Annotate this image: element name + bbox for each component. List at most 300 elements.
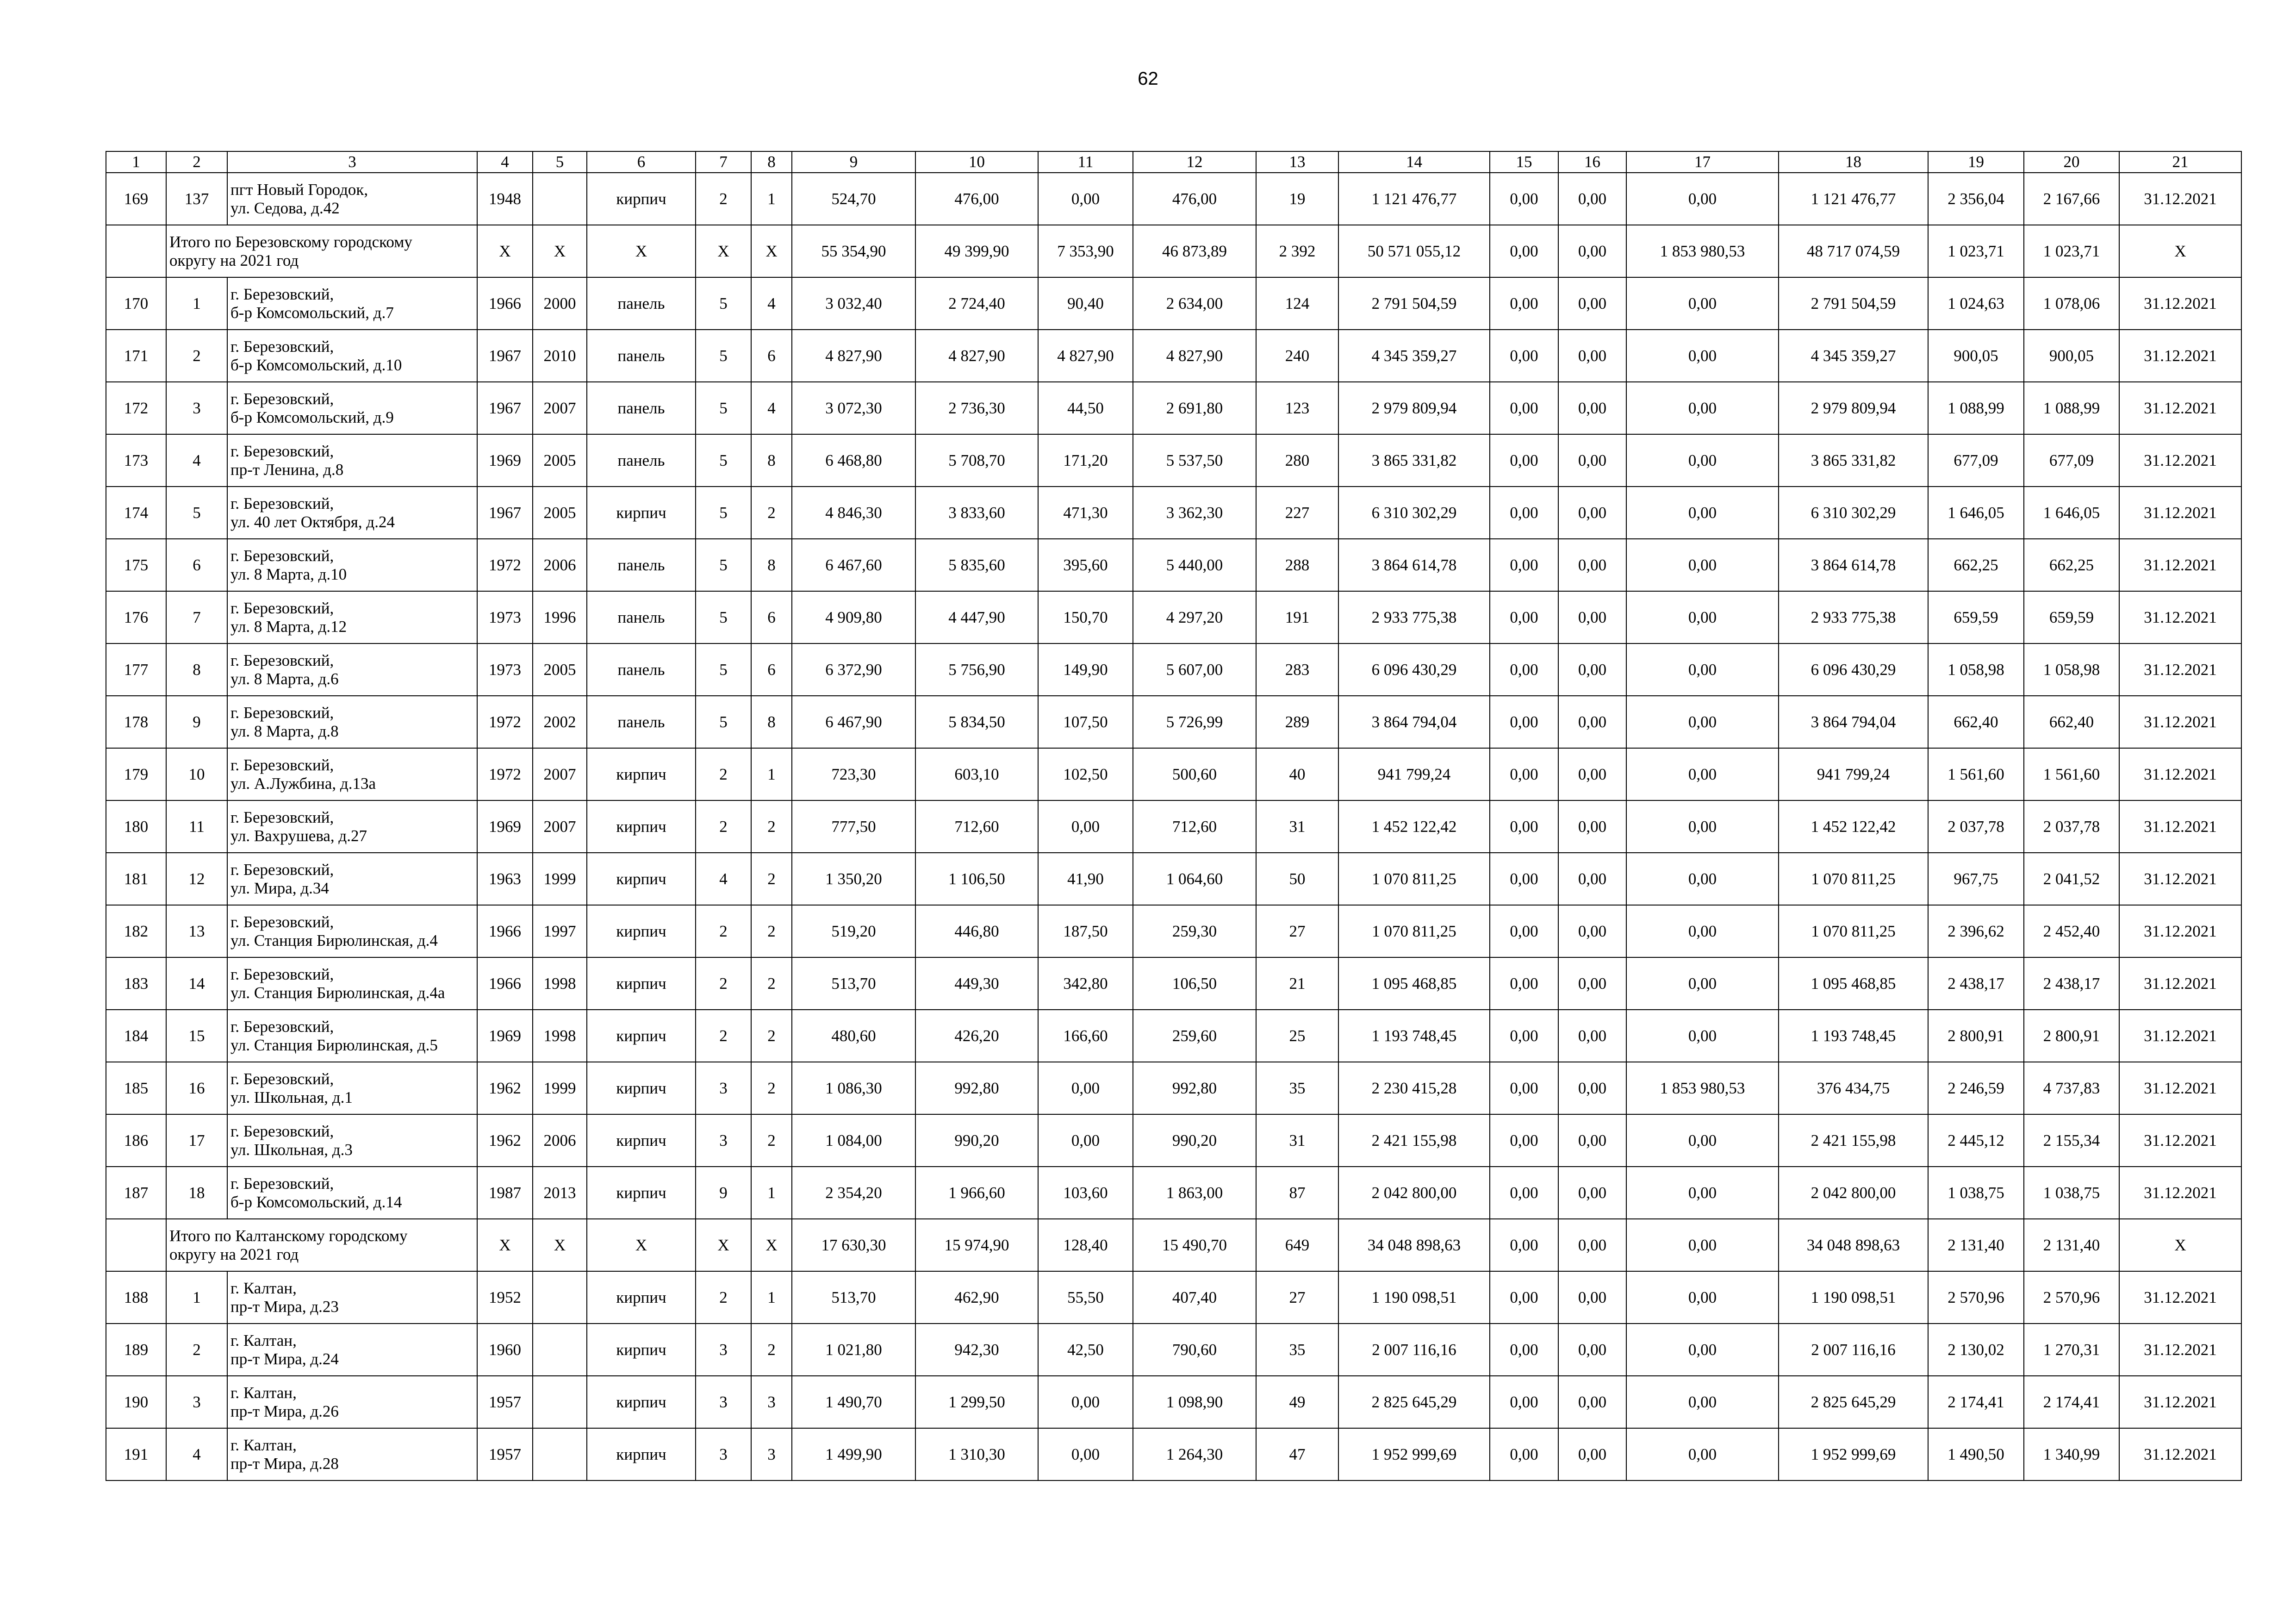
owners-funds-cell: 3 865 331,82	[1779, 434, 1928, 487]
total-cost-cell: 2 979 809,94	[1338, 382, 1490, 434]
row-number-cell: 169	[106, 173, 166, 225]
deadline-cell: Х	[2119, 225, 2241, 277]
regional-funds-cell: 0,00	[1558, 696, 1626, 748]
address-street: ул. Станция Бирюлинская, д.4а	[230, 983, 445, 1002]
local-budget-cell: 1 853 980,53	[1626, 225, 1779, 277]
local-number-cell: 18	[166, 1167, 227, 1219]
residents-cell: 227	[1256, 487, 1338, 539]
column-header: 20	[2024, 151, 2119, 173]
entrances-cell: 8	[751, 434, 792, 487]
owners-funds-cell: 1 095 468,85	[1779, 957, 1928, 1010]
municipal-area-cell: 42,50	[1038, 1324, 1133, 1376]
total-area-cell: 4 909,80	[792, 591, 915, 643]
residential-area-cell: 4 827,90	[915, 330, 1038, 382]
federal-funds-cell: 0,00	[1490, 1428, 1558, 1480]
build-year-cell: 1957	[477, 1428, 533, 1480]
local-budget-cell: 0,00	[1626, 905, 1779, 957]
table-row	[106, 1167, 2241, 1219]
address-locality: г. Березовский,	[230, 389, 334, 408]
unit-cost-cell: 1 646,05	[1928, 487, 2024, 539]
column-header: 7	[696, 151, 751, 173]
renovation-year-cell: 2006	[533, 539, 587, 591]
municipal-area-cell: 0,00	[1038, 1428, 1133, 1480]
residents-cell: 31	[1256, 800, 1338, 853]
residential-area-cell: 1 310,30	[915, 1428, 1038, 1480]
regional-funds-cell: 0,00	[1558, 800, 1626, 853]
address-cell	[227, 643, 477, 696]
regional-funds-cell: 0,00	[1558, 853, 1626, 905]
address-cell	[227, 1062, 477, 1114]
address-cell	[227, 173, 477, 225]
column-header: 5	[533, 151, 587, 173]
total-area-cell: 480,60	[792, 1010, 915, 1062]
total-cost-cell: 1 095 468,85	[1338, 957, 1490, 1010]
private-area-cell: 259,30	[1133, 905, 1256, 957]
regional-funds-cell: 0,00	[1558, 434, 1626, 487]
owners-funds-cell: 376 434,75	[1779, 1062, 1928, 1114]
total-cost-cell: 941 799,24	[1338, 748, 1490, 800]
row-number-cell: 189	[106, 1324, 166, 1376]
owners-funds-cell: 3 864 794,04	[1779, 696, 1928, 748]
private-area-cell: 500,60	[1133, 748, 1256, 800]
private-area-cell: 712,60	[1133, 800, 1256, 853]
max-unit-cost-cell: 659,59	[2024, 591, 2119, 643]
column-header: 10	[915, 151, 1038, 173]
build-year-cell: Х	[477, 1219, 533, 1271]
total-area-cell: 1 499,90	[792, 1428, 915, 1480]
address-street: ул. 40 лет Октября, д.24	[230, 512, 395, 531]
address-cell	[227, 591, 477, 643]
address-locality: г. Березовский,	[230, 1069, 334, 1088]
table-row	[106, 748, 2241, 800]
column-header: 17	[1626, 151, 1779, 173]
local-number-cell: 6	[166, 539, 227, 591]
wall-material-cell: кирпич	[587, 853, 696, 905]
regional-funds-cell: 0,00	[1558, 539, 1626, 591]
municipal-area-cell: 342,80	[1038, 957, 1133, 1010]
deadline-cell: 31.12.2021	[2119, 1376, 2241, 1428]
row-number-cell: 187	[106, 1167, 166, 1219]
unit-cost-cell: 677,09	[1928, 434, 2024, 487]
wall-material-cell: кирпич	[587, 800, 696, 853]
owners-funds-cell: 1 121 476,77	[1779, 173, 1928, 225]
row-number-cell: 185	[106, 1062, 166, 1114]
local-number-cell: 3	[166, 382, 227, 434]
regional-funds-cell: 0,00	[1558, 487, 1626, 539]
floors-cell: 5	[696, 487, 751, 539]
floors-cell: 3	[696, 1376, 751, 1428]
address-cell	[227, 1428, 477, 1480]
total-area-cell: 6 467,60	[792, 539, 915, 591]
table-row	[106, 800, 2241, 853]
address-street: пр-т Ленина, д.8	[230, 460, 344, 479]
column-header: 12	[1133, 151, 1256, 173]
max-unit-cost-cell: 1 270,31	[2024, 1324, 2119, 1376]
total-area-cell: 1 084,00	[792, 1114, 915, 1167]
residential-area-cell: 5 708,70	[915, 434, 1038, 487]
municipal-area-cell: 471,30	[1038, 487, 1133, 539]
address-street: ул. Седова, д.42	[230, 199, 340, 217]
address-cell	[227, 1271, 477, 1324]
regional-funds-cell: 0,00	[1558, 957, 1626, 1010]
residential-area-cell: 449,30	[915, 957, 1038, 1010]
wall-material-cell: кирпич	[587, 1167, 696, 1219]
deadline-cell: 31.12.2021	[2119, 1010, 2241, 1062]
deadline-cell: 31.12.2021	[2119, 539, 2241, 591]
total-cost-cell: 1 121 476,77	[1338, 173, 1490, 225]
build-year-cell: 1973	[477, 643, 533, 696]
address-locality: г. Березовский,	[230, 1174, 334, 1193]
total-cost-cell: 50 571 055,12	[1338, 225, 1490, 277]
table-row	[106, 173, 2241, 225]
wall-material-cell: панель	[587, 277, 696, 330]
entrances-cell: 1	[751, 173, 792, 225]
deadline-cell: 31.12.2021	[2119, 1062, 2241, 1114]
owners-funds-cell: 4 345 359,27	[1779, 330, 1928, 382]
municipal-area-cell: 0,00	[1038, 1114, 1133, 1167]
total-area-cell: 6 372,90	[792, 643, 915, 696]
floors-cell: Х	[696, 1219, 751, 1271]
wall-material-cell: кирпич	[587, 1428, 696, 1480]
wall-material-cell: панель	[587, 382, 696, 434]
build-year-cell: 1967	[477, 330, 533, 382]
column-header: 19	[1928, 151, 2024, 173]
wall-material-cell: панель	[587, 591, 696, 643]
floors-cell: 5	[696, 277, 751, 330]
unit-cost-cell: 2 246,59	[1928, 1062, 2024, 1114]
address-locality: г. Березовский,	[230, 703, 334, 722]
regional-funds-cell: 0,00	[1558, 1219, 1626, 1271]
housing-table	[106, 151, 2242, 1481]
table-row	[106, 591, 2241, 643]
row-number-cell: 171	[106, 330, 166, 382]
row-number-cell: 176	[106, 591, 166, 643]
floors-cell: Х	[696, 225, 751, 277]
residents-cell: 35	[1256, 1324, 1338, 1376]
column-header: 2	[166, 151, 227, 173]
entrances-cell: 2	[751, 957, 792, 1010]
federal-funds-cell: 0,00	[1490, 905, 1558, 957]
column-header: 11	[1038, 151, 1133, 173]
wall-material-cell: панель	[587, 643, 696, 696]
max-unit-cost-cell: 1 646,05	[2024, 487, 2119, 539]
column-header: 9	[792, 151, 915, 173]
entrances-cell: 2	[751, 487, 792, 539]
unit-cost-cell: 1 561,60	[1928, 748, 2024, 800]
deadline-cell: 31.12.2021	[2119, 382, 2241, 434]
regional-funds-cell: 0,00	[1558, 1376, 1626, 1428]
federal-funds-cell: 0,00	[1490, 434, 1558, 487]
address-cell	[227, 1324, 477, 1376]
residents-cell: 649	[1256, 1219, 1338, 1271]
wall-material-cell: кирпич	[587, 1376, 696, 1428]
municipal-area-cell: 90,40	[1038, 277, 1133, 330]
address-street: ул. Станция Бирюлинская, д.4	[230, 931, 438, 949]
federal-funds-cell: 0,00	[1490, 1271, 1558, 1324]
address-street: пр-т Мира, д.28	[230, 1454, 339, 1473]
regional-funds-cell: 0,00	[1558, 173, 1626, 225]
local-number-cell: 14	[166, 957, 227, 1010]
deadline-cell: 31.12.2021	[2119, 1324, 2241, 1376]
address-cell	[227, 1114, 477, 1167]
build-year-cell: 1962	[477, 1114, 533, 1167]
federal-funds-cell: 0,00	[1490, 591, 1558, 643]
entrances-cell: 6	[751, 591, 792, 643]
entrances-cell: 4	[751, 382, 792, 434]
residents-cell: 21	[1256, 957, 1338, 1010]
row-number-cell: 184	[106, 1010, 166, 1062]
entrances-cell: 3	[751, 1376, 792, 1428]
regional-funds-cell: 0,00	[1558, 277, 1626, 330]
address-street: ул. 8 Марта, д.12	[230, 617, 347, 636]
residents-cell: 50	[1256, 853, 1338, 905]
wall-material-cell: панель	[587, 539, 696, 591]
max-unit-cost-cell: 900,05	[2024, 330, 2119, 382]
max-unit-cost-cell: 1 058,98	[2024, 643, 2119, 696]
address-cell	[227, 1376, 477, 1428]
row-number-cell: 182	[106, 905, 166, 957]
table-row	[106, 1324, 2241, 1376]
deadline-cell: 31.12.2021	[2119, 487, 2241, 539]
total-cost-cell: 2 421 155,98	[1338, 1114, 1490, 1167]
address-locality: г. Калтан,	[230, 1331, 297, 1349]
federal-funds-cell: 0,00	[1490, 539, 1558, 591]
wall-material-cell: Х	[587, 225, 696, 277]
total-cost-cell: 34 048 898,63	[1338, 1219, 1490, 1271]
local-number-cell: 11	[166, 800, 227, 853]
row-number-cell: 179	[106, 748, 166, 800]
total-area-cell: 524,70	[792, 173, 915, 225]
local-budget-cell: 0,00	[1626, 696, 1779, 748]
column-header: 8	[751, 151, 792, 173]
renovation-year-cell: 2000	[533, 277, 587, 330]
federal-funds-cell: 0,00	[1490, 225, 1558, 277]
page-number: 62	[1138, 69, 1158, 89]
entrances-cell: 8	[751, 696, 792, 748]
max-unit-cost-cell: 2 131,40	[2024, 1219, 2119, 1271]
residential-area-cell: 5 835,60	[915, 539, 1038, 591]
address-locality: г. Березовский,	[230, 1017, 334, 1036]
residential-area-cell: 992,80	[915, 1062, 1038, 1114]
residential-area-cell: 4 447,90	[915, 591, 1038, 643]
local-number-cell: 1	[166, 277, 227, 330]
subtotal-label	[166, 225, 477, 277]
table-row	[106, 696, 2241, 748]
residents-cell: 240	[1256, 330, 1338, 382]
owners-funds-cell: 1 190 098,51	[1779, 1271, 1928, 1324]
entrances-cell: 2	[751, 1324, 792, 1376]
max-unit-cost-cell: 662,25	[2024, 539, 2119, 591]
federal-funds-cell: 0,00	[1490, 173, 1558, 225]
address-locality: г. Березовский,	[230, 756, 334, 774]
unit-cost-cell: 2 130,02	[1928, 1324, 2024, 1376]
regional-funds-cell: 0,00	[1558, 1428, 1626, 1480]
residents-cell: 87	[1256, 1167, 1338, 1219]
deadline-cell: Х	[2119, 1219, 2241, 1271]
address-street: ул. Школьная, д.3	[230, 1140, 353, 1159]
renovation-year-cell: 2013	[533, 1167, 587, 1219]
residential-area-cell: 2 736,30	[915, 382, 1038, 434]
private-area-cell: 1 064,60	[1133, 853, 1256, 905]
residential-area-cell: 3 833,60	[915, 487, 1038, 539]
local-budget-cell: 0,00	[1626, 748, 1779, 800]
address-street: ул. 8 Марта, д.6	[230, 669, 339, 688]
residents-cell: 49	[1256, 1376, 1338, 1428]
build-year-cell: 1969	[477, 800, 533, 853]
residential-area-cell: 1 299,50	[915, 1376, 1038, 1428]
total-area-cell: 723,30	[792, 748, 915, 800]
owners-funds-cell: 1 193 748,45	[1779, 1010, 1928, 1062]
municipal-area-cell: 102,50	[1038, 748, 1133, 800]
build-year-cell: 1952	[477, 1271, 533, 1324]
table-row	[106, 277, 2241, 330]
total-area-cell: 2 354,20	[792, 1167, 915, 1219]
private-area-cell: 5 726,99	[1133, 696, 1256, 748]
renovation-year-cell: 2005	[533, 643, 587, 696]
federal-funds-cell: 0,00	[1490, 1062, 1558, 1114]
renovation-year-cell: 1997	[533, 905, 587, 957]
entrances-cell: 4	[751, 277, 792, 330]
row-number-cell: 180	[106, 800, 166, 853]
subtotal-label-line: Итого по Калтанскому городскому	[169, 1226, 408, 1245]
private-area-cell: 106,50	[1133, 957, 1256, 1010]
residential-area-cell: 712,60	[915, 800, 1038, 853]
renovation-year-cell: 1999	[533, 853, 587, 905]
table-row	[106, 853, 2241, 905]
max-unit-cost-cell: 1 023,71	[2024, 225, 2119, 277]
table-row	[106, 643, 2241, 696]
entrances-cell: 8	[751, 539, 792, 591]
local-budget-cell: 0,00	[1626, 1114, 1779, 1167]
private-area-cell: 5 607,00	[1133, 643, 1256, 696]
renovation-year-cell: 2007	[533, 748, 587, 800]
residential-area-cell: 426,20	[915, 1010, 1038, 1062]
row-number-cell: 191	[106, 1428, 166, 1480]
residential-area-cell: 1 966,60	[915, 1167, 1038, 1219]
residents-cell: 31	[1256, 1114, 1338, 1167]
federal-funds-cell: 0,00	[1490, 1376, 1558, 1428]
row-number-cell: 183	[106, 957, 166, 1010]
federal-funds-cell: 0,00	[1490, 748, 1558, 800]
residential-area-cell: 462,90	[915, 1271, 1038, 1324]
renovation-year-cell	[533, 1376, 587, 1428]
build-year-cell: 1966	[477, 957, 533, 1010]
local-number-cell: 4	[166, 434, 227, 487]
federal-funds-cell: 0,00	[1490, 382, 1558, 434]
address-cell	[227, 696, 477, 748]
unit-cost-cell: 1 024,63	[1928, 277, 2024, 330]
unit-cost-cell: 1 023,71	[1928, 225, 2024, 277]
floors-cell: 4	[696, 853, 751, 905]
address-cell	[227, 748, 477, 800]
renovation-year-cell	[533, 1324, 587, 1376]
address-street: ул. Мира, д.34	[230, 879, 329, 897]
residents-cell: 25	[1256, 1010, 1338, 1062]
max-unit-cost-cell: 2 570,96	[2024, 1271, 2119, 1324]
total-area-cell: 1 021,80	[792, 1324, 915, 1376]
table-row	[106, 957, 2241, 1010]
address-locality: г. Березовский,	[230, 860, 334, 879]
address-locality: пгт Новый Городок,	[230, 180, 368, 199]
wall-material-cell: панель	[587, 330, 696, 382]
address-cell	[227, 539, 477, 591]
wall-material-cell: кирпич	[587, 905, 696, 957]
renovation-year-cell: 1998	[533, 957, 587, 1010]
row-number-cell: 178	[106, 696, 166, 748]
regional-funds-cell: 0,00	[1558, 1167, 1626, 1219]
max-unit-cost-cell: 1 561,60	[2024, 748, 2119, 800]
renovation-year-cell: 2005	[533, 434, 587, 487]
owners-funds-cell: 48 717 074,59	[1779, 225, 1928, 277]
municipal-area-cell: 0,00	[1038, 173, 1133, 225]
floors-cell: 5	[696, 539, 751, 591]
build-year-cell: Х	[477, 225, 533, 277]
residents-cell: 283	[1256, 643, 1338, 696]
address-locality: г. Березовский,	[230, 337, 334, 356]
renovation-year-cell: 2006	[533, 1114, 587, 1167]
max-unit-cost-cell: 1 038,75	[2024, 1167, 2119, 1219]
private-area-cell: 476,00	[1133, 173, 1256, 225]
total-area-cell: 4 846,30	[792, 487, 915, 539]
max-unit-cost-cell: 2 438,17	[2024, 957, 2119, 1010]
floors-cell: 3	[696, 1114, 751, 1167]
floors-cell: 5	[696, 591, 751, 643]
address-street: пр-т Мира, д.23	[230, 1297, 339, 1316]
total-cost-cell: 6 310 302,29	[1338, 487, 1490, 539]
deadline-cell: 31.12.2021	[2119, 330, 2241, 382]
entrances-cell: Х	[751, 225, 792, 277]
column-header: 16	[1558, 151, 1626, 173]
address-cell	[227, 277, 477, 330]
total-cost-cell: 1 452 122,42	[1338, 800, 1490, 853]
address-locality: г. Березовский,	[230, 546, 334, 565]
row-number-cell: 186	[106, 1114, 166, 1167]
local-number-cell: 137	[166, 173, 227, 225]
total-area-cell: 1 086,30	[792, 1062, 915, 1114]
build-year-cell: 1966	[477, 277, 533, 330]
max-unit-cost-cell: 2 800,91	[2024, 1010, 2119, 1062]
renovation-year-cell: 2005	[533, 487, 587, 539]
private-area-cell: 3 362,30	[1133, 487, 1256, 539]
deadline-cell: 31.12.2021	[2119, 957, 2241, 1010]
local-budget-cell: 0,00	[1626, 853, 1779, 905]
unit-cost-cell: 2 174,41	[1928, 1376, 2024, 1428]
owners-funds-cell: 1 452 122,42	[1779, 800, 1928, 853]
row-number-cell: 170	[106, 277, 166, 330]
wall-material-cell: панель	[587, 696, 696, 748]
entrances-cell: 2	[751, 1062, 792, 1114]
unit-cost-cell: 2 396,62	[1928, 905, 2024, 957]
floors-cell: 3	[696, 1062, 751, 1114]
private-area-cell: 2 691,80	[1133, 382, 1256, 434]
build-year-cell: 1973	[477, 591, 533, 643]
residents-cell: 288	[1256, 539, 1338, 591]
max-unit-cost-cell: 2 041,52	[2024, 853, 2119, 905]
local-budget-cell: 0,00	[1626, 800, 1779, 853]
local-budget-cell: 0,00	[1626, 277, 1779, 330]
regional-funds-cell: 0,00	[1558, 643, 1626, 696]
residents-cell: 280	[1256, 434, 1338, 487]
federal-funds-cell: 0,00	[1490, 1010, 1558, 1062]
unit-cost-cell: 2 438,17	[1928, 957, 2024, 1010]
total-cost-cell: 1 190 098,51	[1338, 1271, 1490, 1324]
residential-area-cell: 5 756,90	[915, 643, 1038, 696]
build-year-cell: 1969	[477, 1010, 533, 1062]
deadline-cell: 31.12.2021	[2119, 434, 2241, 487]
local-budget-cell: 0,00	[1626, 957, 1779, 1010]
address-locality: г. Березовский,	[230, 494, 334, 512]
max-unit-cost-cell: 4 737,83	[2024, 1062, 2119, 1114]
